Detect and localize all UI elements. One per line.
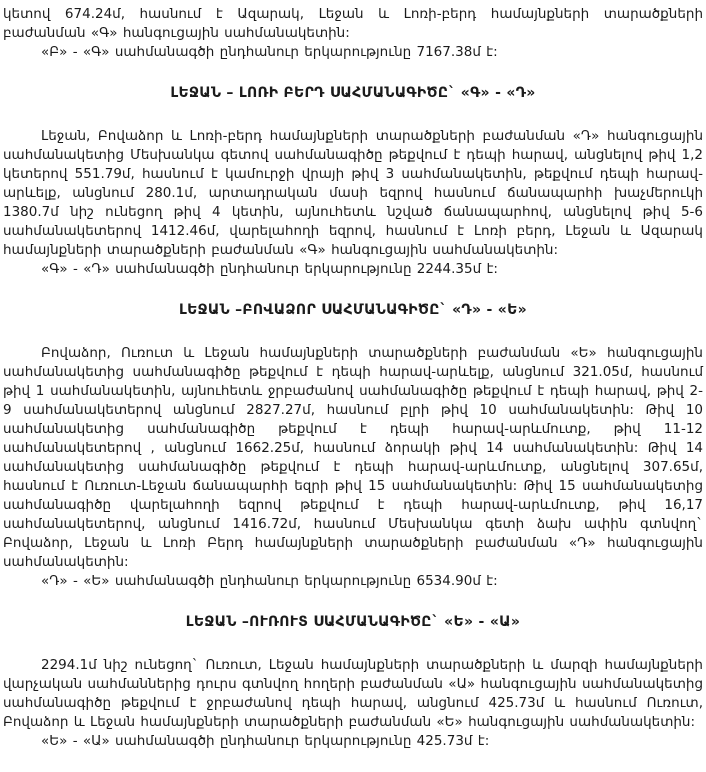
section-length-line-lejan-lori-berd: «Գ» - «Դ» սահմանագծի ընդհանուր երկարությունը 2244.35մ է: (41, 261, 498, 277)
section-length-line-lejan-urut: «Ե» - «Ա» սահմանագծի ընդհանուր երկարությունը 425.73մ է: (41, 733, 490, 749)
section-heading-lejan-bovadzor: ԼԵՋԱՆ –ԲՈՎԱՁՈՐ ՍԱՀՄԱՆԱԳԻԾԸ` «Դ» - «Ե» (179, 302, 527, 318)
section-body-lejan-bovadzor: Բովաձոր, Ուռուտ և Լեջան համայնքների տարածքների բաժանման «Ե» հանգուցային սահմանակետից սահմանագիծը թեքվում է դեպի հարավ-արևելք, անցնում 321.05մ, հասնում թիվ 1 սահմանակետին, այնուհետև ջրբաժանով սահմանագիծը թեքվում է դեպի հարավ, թիվ 2-9 սահմանակետերով անցնում 2827.27մ, հասնում բլրի թիվ 10 սահմանակետին: Թիվ 10 սահմանակետից սահմանագիծը թեքվում է դեպի հարավ-արևմուտք, թիվ 11-12 սահմանակետերով , անցնում 1662.25մ, հասնում ձորակի թիվ 14 սահմանակետին: Թիվ 14 սահմանակետից սահմանագիծը թեքվում է դեպի հարավ-արևմուտք, անցնելով 307.65մ, հասնում է Ուռուտ-Լեջան ճանապարհի եզրի թիվ 15 սահմանակետին: Թիվ 15 սահմանակետից սահմանագիծը վարելահողի եզրով թեքվում է դեպի հարավ-արևմուտք, թիվ 16,17 սահմանակետերով, անցնում 1416.72մ, հասնում Մեսխանկա գետի ձախ ափին գտնվող` Բովաձոր, Լեջան և Լոռի Բերդ համայնքների տարածքների բաժանման «Դ» հանգուցային սահմանակետին: (3, 345, 703, 570)
section-heading-lejan-lori-berd: ԼԵՋԱՆ – ԼՈՌԻ ԲԵՐԴ ՍԱՀՄԱՆԱԳԻԾԸ` «Գ» - «Դ» (170, 85, 536, 101)
section-length-line-lejan-bovadzor: «Դ» - «Ե» սահմանագծի ընդհանուր երկարությունը 6534.90մ է: (41, 573, 498, 589)
section-body-lejan-lori-berd: Լեջան, Բովաձոր և Լոռի-բերդ համայնքների տարածքների բաժանման «Դ» հանգուցային սահմանակետից Մեսխանկա գետով սահմանագիծը թեքվում է դեպի հարավ, անցնելով թիվ 1,2 կետերով 551.79մ, հասնում է կամուրջի վրայի թիվ 3 սահմանակետին, թեքվում դեպի հարավ-արևելք, անցնում 280.1մ, արտադրական մասի եզրով հասնում ճանապարհի խաչմերուկի 1380.7մ նիշ ունեցող թիվ 4 կետին, այնուհետև նշված ճանապարհով, անցնելով թիվ 5-6 սահմանակետերով 1412.46մ, վարելահողի եզրով, հասնում է Լոռի բերդ, Լեջան և Ազարակ համայնքների տարածքների բաժանման «Գ» հանգուցային սահմանակետին: (3, 128, 703, 258)
intro-boundary-length-line: «Բ» - «Գ» սահմանագծի ընդհանուր երկարությունը 7167.38մ է: (41, 44, 498, 60)
intro-continuation-paragraph: կետով 674.24մ, հասնում է Ազարակ, Լեջան և Լոռի-բերդ համայնքների տարածքների բաժանման «Գ» հանգուցային սահմանակետին: (3, 6, 703, 41)
section-body-lejan-urut: 2294.1մ նիշ ունեցող` Ուռուտ, Լեջան համայնքների տարածքների և մարզի համայնքների վարչական սահմաններից դուրս գտնվող հողերի բաժանման «Ա» հանգուցային սահմանակետից սահմանագիծը թեքվում է ջրբաժանով դեպի հարավ, անցնում 425.73մ և հասնում Ուռուտ, Բովաձոր և Լեջան համայնքների տարածքների բաժանման «Ե» հանգուցային սահմանակետին: (3, 657, 703, 730)
section-heading-lejan-urut: ԼԵՋԱՆ –ՈՒՌՈՒՏ ՍԱՀՄԱՆԱԳԻԾԸ` «Ե» - «Ա» (185, 614, 521, 630)
